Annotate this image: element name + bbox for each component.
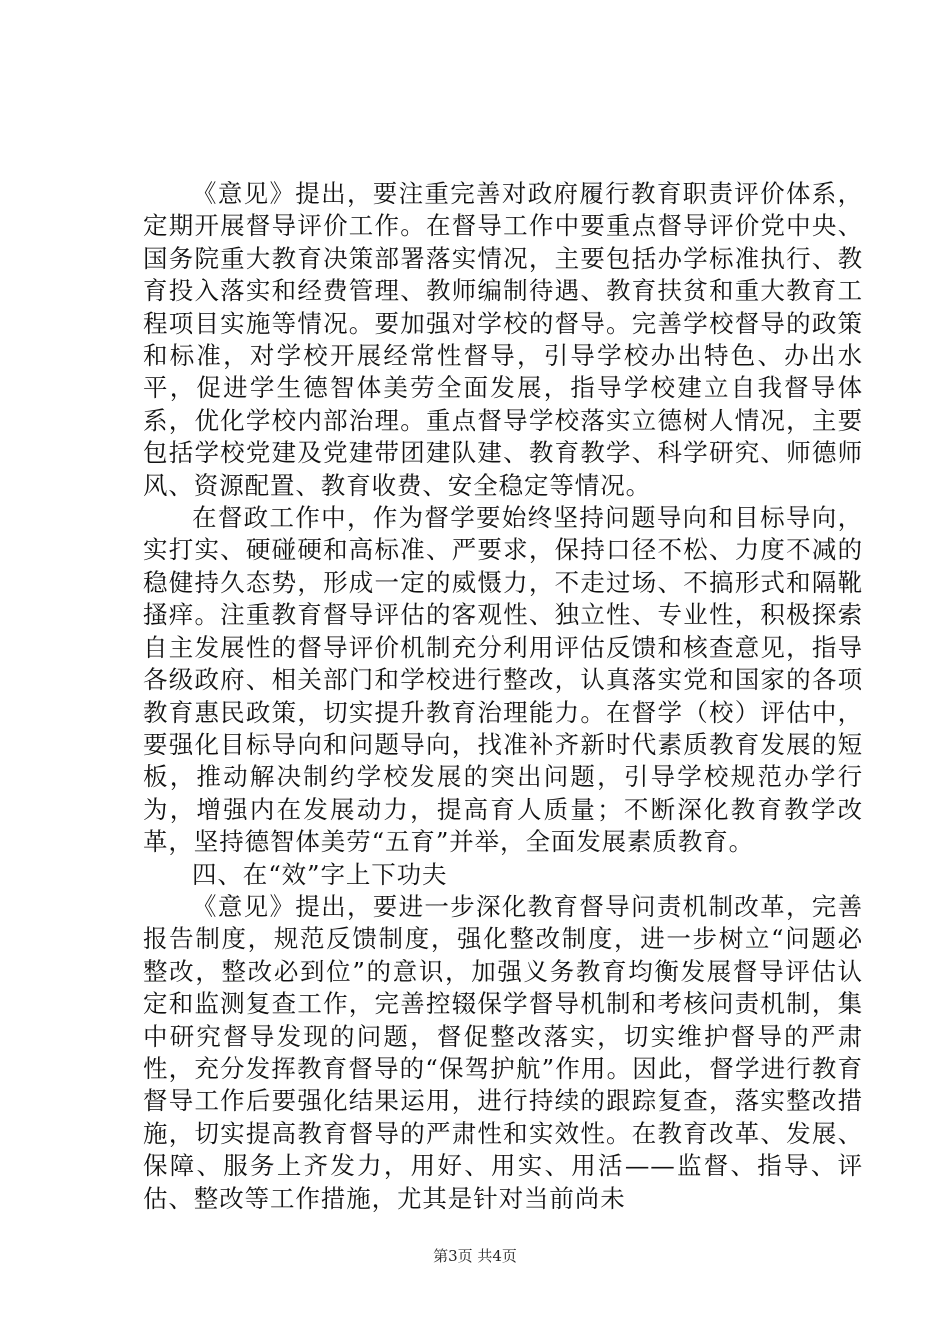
page-number-footer: 第3页 共4页 xyxy=(433,1247,517,1265)
section-heading: 四、在“效”字上下功夫 xyxy=(192,859,448,889)
document-body xyxy=(143,178,863,1215)
paragraph-supervision-work: 在督政工作中，作为督学要始终坚持问题导向和目标导向，实打实、硬碰硬和高标准、严要求，保持口径不松、力度不减的稳健持久态势，形成一定的威慑力，不走过场、不搞形式和隔靴搔痒。注重教育督导评估的客观性、独立性、专业性，积极探索自主发展性的督导评价机制充分利用评估反馈和核查意见，指导各级政府、相关部门和学校进行整改，认真落实党和国家的各项教育惠民政策，切实提升教育治理能力。在督学（校）评估中，要强化目标导向和问题导向，找准补齐新时代素质教育发展的短板，推动解决制约学校发展的突出问题，引导学校规范办学行为，增强内在发展动力，提高育人质量；不断深化教育教学改革，坚持德智体美劳“五育”并举，全面发展素质教育。 xyxy=(143,503,863,857)
paragraph-accountability: 《意见》提出，要进一步深化教育督导问责机制改革，完善报告制度，规范反馈制度，强化整改制度，进一步树立“问题必整改，整改必到位”的意识，加强义务教育均衡发展督导评估认定和监测复查工作，完善控辍保学督导机制和考核问责机制，集中研究督导发现的问题，督促整改落实，切实维护督导的严肃性，充分发挥教育督导的“保驾护航”作用。因此，督学进行教育督导工作后要强化结果运用，进行持续的跟踪复查，落实整改措施，切实提高教育督导的严肃性和实效性。在教育改革、发展、保障、服务上齐发力，用好、用实、用活——监督、指导、评估、整改等工作措施，尤其是针对当前尚未 xyxy=(143,891,863,1213)
paragraph-evaluation-system: 《意见》提出，要注重完善对政府履行教育职责评价体系，定期开展督导评价工作。在督导工作中要重点督导评价党中央、国务院重大教育决策部署落实情况，主要包括办学标准执行、教育投入落实和经费管理、教师编制待遇、教育扶贫和重大教育工程项目实施等情况。要加强对学校的督导。完善学校督导的政策和标准，对学校开展经常性督导，引导学校办出特色、办出水平，促进学生德智体美劳全面发展，指导学校建立自我督导体系，优化学校内部治理。重点督导学校落实立德树人情况，主要包括学校党建及党建带团建队建、教育教学、科学研究、师德师风、资源配置、教育收费、安全稳定等情况。 xyxy=(143,179,863,500)
